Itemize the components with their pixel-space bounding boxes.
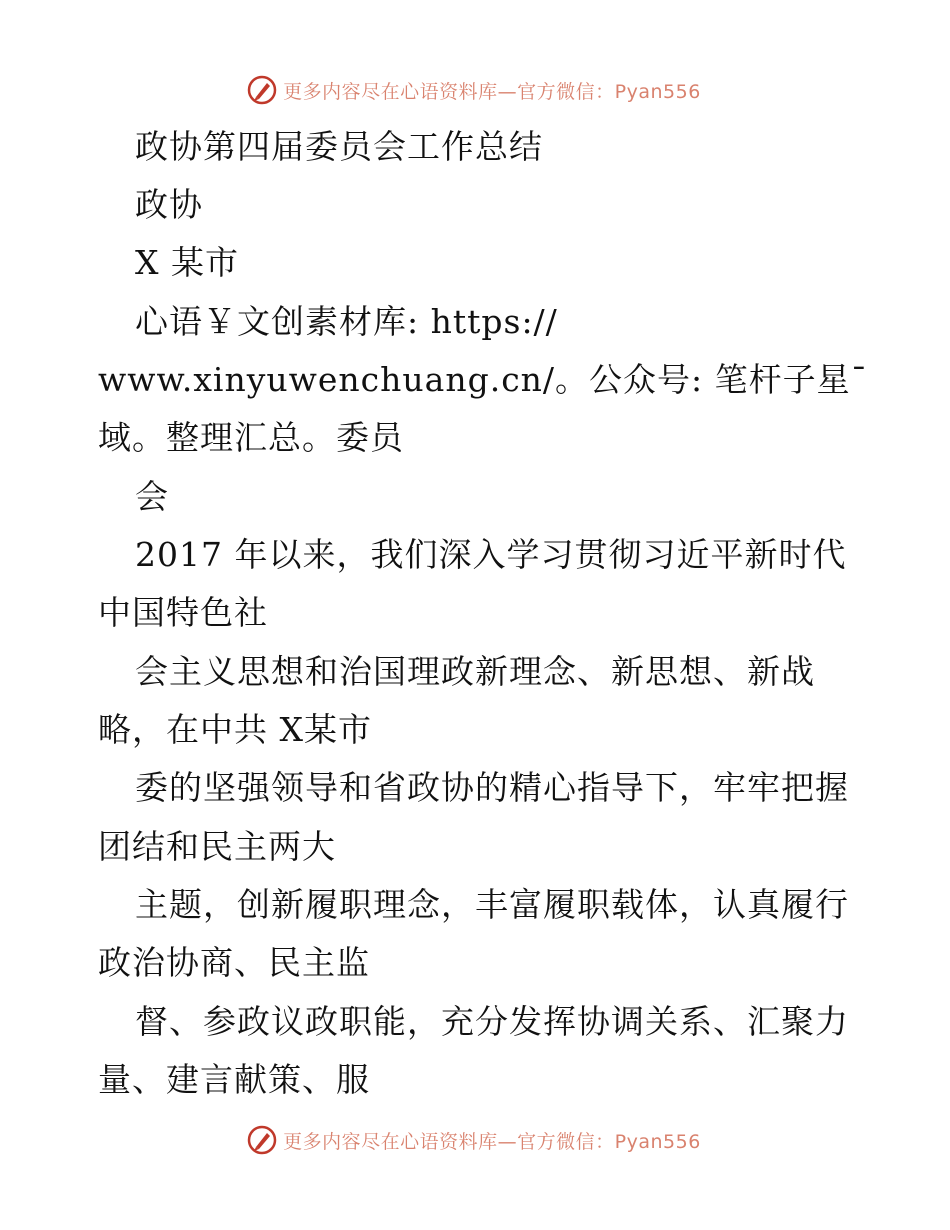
doc-line: 督、参政议政职能，充分发挥协调关系、汇聚力: [135, 1002, 849, 1041]
doc-line: 略，在中共 X某市: [98, 710, 372, 749]
doc-line: 会: [135, 477, 169, 516]
doc-line: 团结和民主两大: [98, 827, 336, 866]
doc-line: X 某市: [135, 243, 239, 282]
doc-line: 政协: [135, 185, 203, 224]
doc-line: www.xinyuwenchuang.cn/。公众号: 笔杆子星¯: [98, 360, 869, 399]
doc-line: 委的坚强领导和省政协的精心指导下，牢牢把握: [135, 768, 849, 807]
doc-line: 政治协商、民主监: [98, 943, 370, 982]
doc-title: 政协第四届委员会工作总结: [135, 127, 543, 166]
watermark-text: 更多内容尽在心语资料库—官方微信：Pyan556: [283, 80, 701, 103]
doc-line: 量、建言献策、服: [98, 1060, 370, 1099]
doc-line: 中国特色社: [98, 593, 268, 632]
doc-line: 会主义思想和治国理政新理念、新思想、新战: [135, 652, 815, 691]
doc-line: 主题，创新履职理念，丰富履职载体，认真履行: [135, 885, 849, 924]
pen-logo-icon: [247, 1125, 277, 1155]
doc-line: 2017 年以来，我们深入学习贯彻习近平新时代: [135, 535, 847, 574]
footer-watermark: [0, 1120, 950, 1160]
doc-line: 心语￥文创素材库: https://: [135, 302, 558, 341]
doc-line: 域。整理汇总。委员: [98, 418, 404, 457]
watermark-text: 更多内容尽在心语资料库—官方微信：Pyan556: [283, 1130, 701, 1153]
